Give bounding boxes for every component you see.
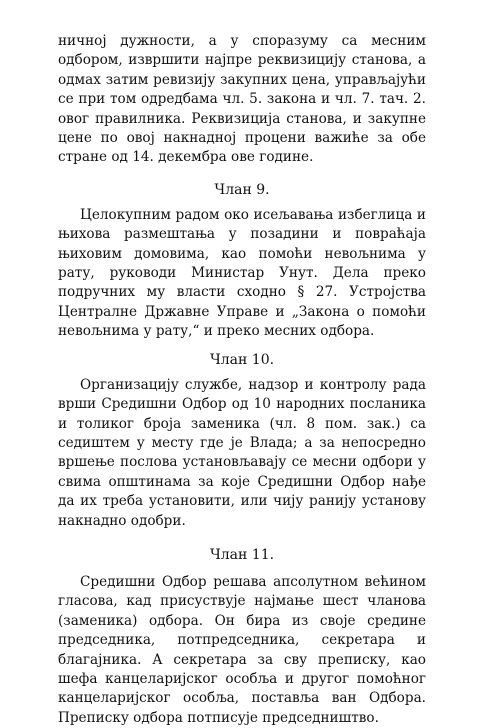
article-10-paragraph: Организацију службе, надзор и контролу рада врши Средишни Одбор од 10 народних посланика и толиког броја заменика (чл. 8 пом. зак.) са седиштем у месту где је Влада; а за непосредно вршење послова установљавају се месни одбори у свима општинама за које Средишни Одбор нађе да их треба установити, или чију ранију установу накнадно одобри. — [58, 376, 426, 529]
paragraph-continuation: ничној дужности, а у споразуму са месним одбором, извршити најпре реквизицију станова, а одмах затим ревизију закупних цена, управљајући се при том одредбама чл. 5. закона и чл. 7. тач. 2. овог правилника. Реквизиција станова, и закупне цене по овој накнадној процени важиће за обе стране од 14. декембра ове године. — [58, 33, 426, 166]
article-9-heading: Члан 9. — [214, 181, 270, 198]
article-10-heading: Члан 10. — [209, 351, 275, 368]
document-page — [58, 32, 426, 728]
article-11-paragraph: Средишни Одбор решава апсолутном већином гласова, кад присуствује најмање шест чланова (заменика) одбора. Он бира из своје средине председника, потпредседника, секретара и благајника. А секретара за сву преписку, као шефа канцеларијског особља и другог помоћног канцеларијског особља, поставља ван Одбора. Преписку одбора потписује председништво. — [58, 573, 426, 726]
article-9-paragraph: Целокупним радом око исељавања избеглица и њихова размештања у позадини и повраћаја њиховим домовима, као помоћи невољнима у рату, руководи Министар Унут. Дела преко подручних му власти сходно § 27. Устројства Централне Државне Управе и „Закона о помоћи невољнима у рату,“ и преко месних одбора. — [58, 206, 426, 340]
article-11-heading: Члан 11. — [209, 546, 275, 563]
